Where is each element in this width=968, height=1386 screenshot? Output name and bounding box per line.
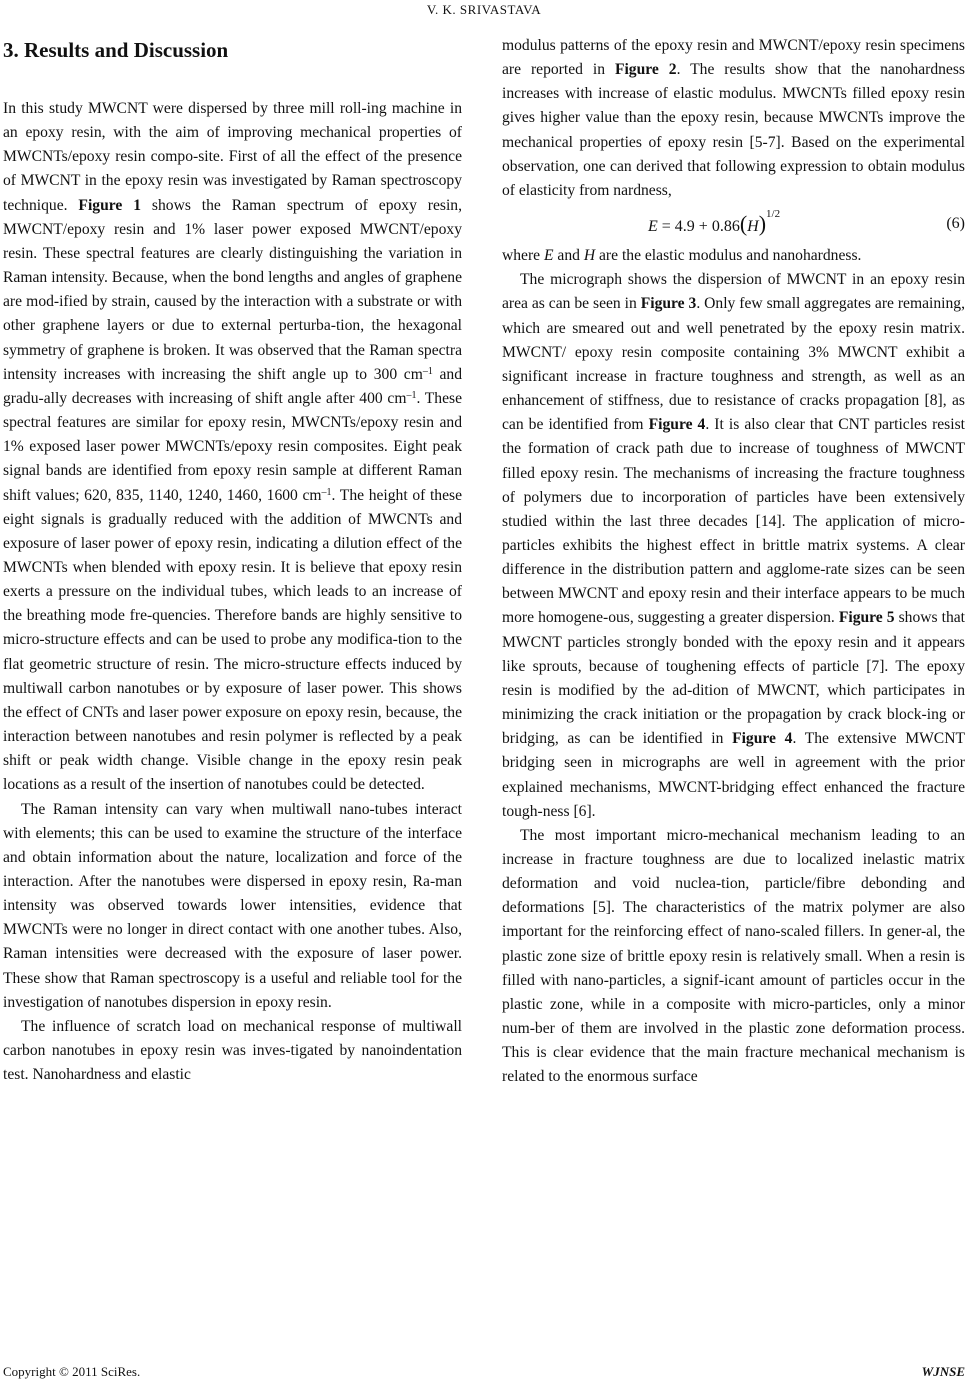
footer-copyright: Copyright © 2011 SciRes. xyxy=(3,1364,141,1379)
text-span: . Only few small aggregates are remaining, which are smeared out and well penetrated by the epoxy resin matrix. MWCNT/ epoxy resin composite containing 3% MWCNT exhibit a significant increase in fracture toughness and strength, as well as an enhancement of stiffness, due to resistance of cracks propagation [8], as can be identified from xyxy=(502,295,965,434)
text-span: modulus patterns of the epoxy resin and MWCNT/epoxy resin specimens are reported in xyxy=(502,37,965,79)
footer-journal: WJNSE xyxy=(921,1364,965,1379)
eq-rhs: = 4.9 + 0.86 xyxy=(657,218,740,236)
figure-ref-4: Figure 4 xyxy=(648,416,706,434)
figure-ref-4-second: Figure 4 xyxy=(732,730,793,748)
text-span: . The results show that the nanohardness increases with increase of elastic modulus. MWCNTs filled epoxy resin gives higher value than the epoxy resin, because MWCNTs improve the mechanical properties of epoxy resin [5-7]. Based on the experimental observation, one can derived that following expression to obtain modulus of elasticity from nardness, xyxy=(502,61,965,199)
text-span: . The extensive MWCNT bridging seen in micrographs are well in agreement with the prior explained mechanisms, MWCNT-bridging effect enhanced the fracture tough-ness [6]. xyxy=(502,730,965,820)
text-span: . These spectral features are similar for epoxy resin, MWCNTs/epoxy resin and 1% exposed laser power MWCNTs/epoxy resin composites. Eight peak signal bands are identified from epoxy resin sample at different Raman shift values; 620, 835, 1140, 1240, 1460, 1600 cm xyxy=(3,389,463,504)
left-column xyxy=(3,34,462,1087)
figure-ref-3: Figure 3 xyxy=(640,295,697,313)
text-span: shows the Raman spectrum of epoxy resin, MWCNT/epoxy resin and 1% laser power exposed MWCNT/epoxy resin. These spectral features are clearly distinguishing the variation in Raman intensity. Because, when the bond lengths and angles of graphene are mod-ified by strain, caused by the interaction with a substrate or with other graphene layers or due to external perturba-tion, the hexagonal symmetry of graphene is broken. It was observed that the Raman spectra intensity increases with increasing the shift angle up to 300 cm xyxy=(3,196,462,383)
eq-exponent: 1/2 xyxy=(766,208,781,221)
italic-symbol-H: H xyxy=(583,247,596,265)
superscript: –1 xyxy=(406,389,417,401)
text-span: The micrograph shows the dispersion of MWCNT in an epoxy resin area as can be seen in xyxy=(502,271,965,313)
text-span: shows that MWCNT particles strongly bonded with the epoxy resin and it appears like sprouts, because of toughening effects of particle [7]. The epoxy resin is modified by the ad-dition of MWCNT, which participates in minimizing the crack initiation or the propagation by crack block-ing or bridging, as can be identified in xyxy=(502,609,965,748)
paragraph-micro-mechanical: The most important micro-mechanical mechanism leading to an increase in fracture toughness are due to localized inelastic matrix deformation and void nuclea-tion, particle/fibre debonding and deformations [5]. The characteristics of the matrix polymer are also important for the reinforcing effect of nano-scaled fillers. In gener-al, the plastic zone size of brittle epoxy resin is relatively small. When a resin is filled with nano-particles, a signif-icant amount of particles occur in the plastic zone, while in a composite with micro-particles, only a minor num-ber of them are involved in the plastic zone deformation process. This is clear evidence that the main fracture mechanical mechanism is related to the enormous surface xyxy=(502,826,965,1086)
superscript: –1 xyxy=(422,365,433,377)
running-head: V. K. SRIVASTAVA xyxy=(426,2,542,17)
eq-symbol-E: E xyxy=(648,218,658,236)
text-span: and gradu-ally decreases with increasing of shift angle after 400 cm xyxy=(3,365,462,407)
text-span: where xyxy=(502,247,544,265)
paragraph-raman-intensity: The Raman intensity can vary when multiwall nano-tubes interact with elements; this can be used to examine the structure of the interface and obtain information about the nature, localization and force of the interaction. After the nanotubes were dispersed in epoxy resin, Ra-man intensity was observed towards lower intensities, evidence that MWCNTs were no longer in direct contact with one another tubes. Also, Raman intensities were decreased with the exposure of laser power. These show that Raman spectroscopy is a useful and reliable tool for the investigation of nanotubes dispersion in epoxy resin. xyxy=(3,800,462,1011)
italic-symbol-E: E xyxy=(544,247,554,265)
equation-6 xyxy=(502,204,965,243)
equation-number: (6) xyxy=(946,215,965,233)
text-span: are the elastic modulus and nanohardness. xyxy=(595,247,862,265)
paragraph-raman-results xyxy=(3,97,462,798)
right-column xyxy=(502,34,965,1090)
figure-ref-1: Figure 1 xyxy=(78,196,142,214)
text-span: . It is also clear that CNT particles resist the formation of crack path due to increase of toughness of MWCNT filled epoxy resin. The mechanisms of increasing the fracture toughness of polymers due to incorporation of particles have been extensively studied within the last three decades [14]. The application of micro-particles exhibits the highest effect in brittle matrix systems. A clear difference in the distribution pattern and agglome-rate sizes can be seen between MWCNT and epoxy resin and their interface appears to be much more homogene-ous, suggesting a greater dispersion. xyxy=(502,416,965,627)
figure-ref-2: Figure 2 xyxy=(614,61,677,79)
equation-body xyxy=(648,208,781,239)
eq-paren-left: ( xyxy=(739,211,748,237)
text-span: and xyxy=(553,247,584,265)
figure-ref-5: Figure 5 xyxy=(838,609,895,627)
paragraph-where xyxy=(502,244,965,268)
eq-symbol-H: H xyxy=(747,218,759,236)
paragraph-micrograph xyxy=(502,268,965,824)
section-heading: 3. Results and Discussion xyxy=(3,38,229,62)
paragraph-modulus-patterns xyxy=(502,34,965,203)
superscript: –1 xyxy=(321,486,332,498)
text-span: In this study MWCNT were dispersed by three mill roll-ing machine in an epoxy resin, with the aim of improving mechanical properties of MWCNTs/epoxy resin compo-site. First of all the effect of the presence of MWCNT in the epoxy resin was investigated by Raman spectroscopy technique. xyxy=(3,100,462,214)
text-span: . The height of these eight signals is gradually reduced with the addition of MWCNTs and exposure of laser power of epoxy resin, indicating a dilution effect of the MWCNTs when blended with epoxy resin. It is believe that epoxy resin exerts a pressure on the individual tubes, which leads to an increase of the breathing mode fre-quencies. Therefore bands are highly sensitive to micro-structure effects and can be used to probe any modifica-tion to the flat geometric structure of resin. The micro-structure effects induced by multiwall carbon nanotubes or by exposure of laser power. This shows the effect of CNTs and laser power exposure on epoxy resin, because, the interaction between nanotubes and resin polymer is reflected by a peak shift or peak width change. Visible change in the epoxy resin peak locations as a result of the insertion of nanotubes could be detected. xyxy=(3,486,462,794)
eq-paren-right: ) xyxy=(758,211,767,237)
paragraph-nanoindentation: The influence of scratch load on mechanical response of multiwall carbon nanotubes in epoxy resin was inves-tigated by nanoindentation test. Nanohardness and elastic xyxy=(3,1017,462,1084)
